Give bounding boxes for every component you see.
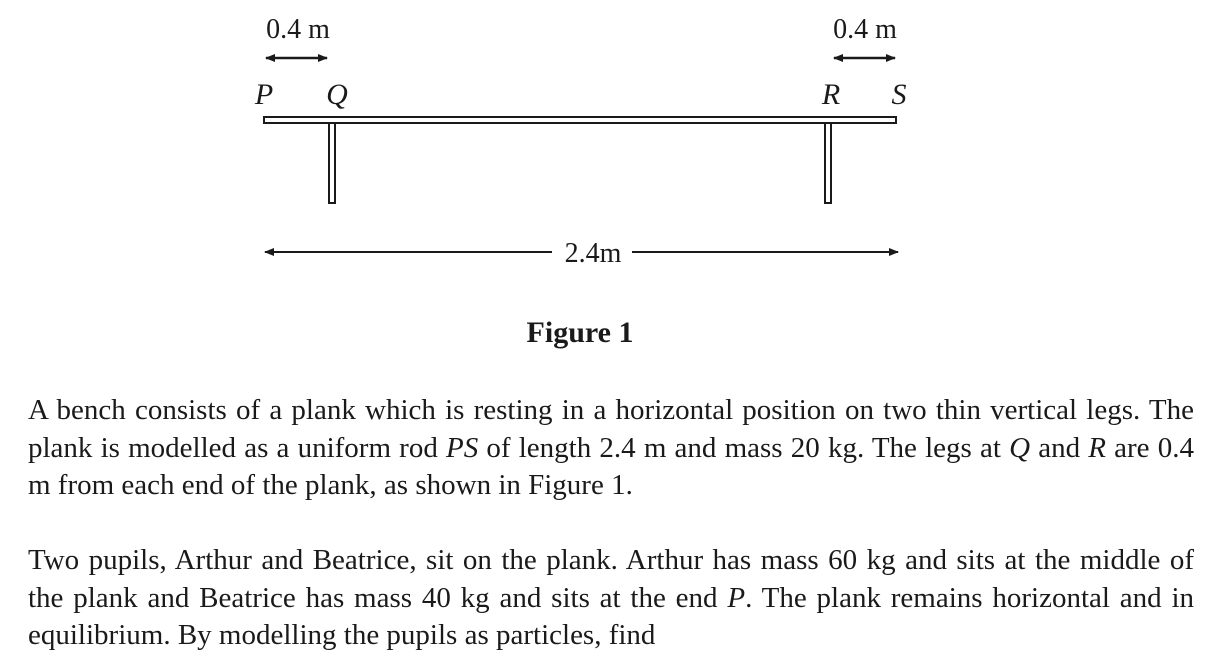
text-segment: A bench consists of a plank which is resting in a horizontal position on two thin vertical legs. The plank is modelled as a uniform rod (28, 394, 1194, 464)
text-segment: and (1030, 431, 1089, 464)
text-segment: . The plank remains horizontal and in equilibrium. By modelling the pupils as particles, find (28, 581, 1194, 651)
bench-diagram (0, 0, 1231, 300)
text-segment: Two pupils, Arthur and Beatrice, sit on the plank. Arthur has mass 60 kg and sits at the middle of the plank and Beatrice has mass 40 kg and sits at the end (28, 544, 1194, 614)
text-segment: of length 2.4 m and mass 20 kg. The legs at (478, 431, 1010, 464)
length-label: 2.4m (564, 238, 622, 269)
point-r-label: R (821, 78, 841, 111)
left-gap-label: 0.4 m (266, 14, 330, 45)
plank (264, 117, 896, 123)
point-p-ref: P (727, 581, 746, 614)
text-segment: are 0.4 m from each end of the plank, as shown in Figure 1. (28, 431, 1194, 501)
figure-caption: Figure 1 (526, 316, 634, 349)
point-s-label: S (891, 78, 907, 111)
paragraph-pupils-description (28, 542, 1194, 655)
right-gap-label: 0.4 m (833, 14, 897, 45)
leg-r (825, 123, 831, 203)
point-q-ref: Q (1009, 431, 1031, 464)
point-r-ref: R (1088, 431, 1106, 464)
paragraph-bench-description (28, 392, 1194, 505)
point-p-label: P (254, 78, 274, 111)
point-q-label: Q (326, 78, 348, 111)
rod-label: PS (446, 431, 479, 464)
leg-q (329, 123, 335, 203)
